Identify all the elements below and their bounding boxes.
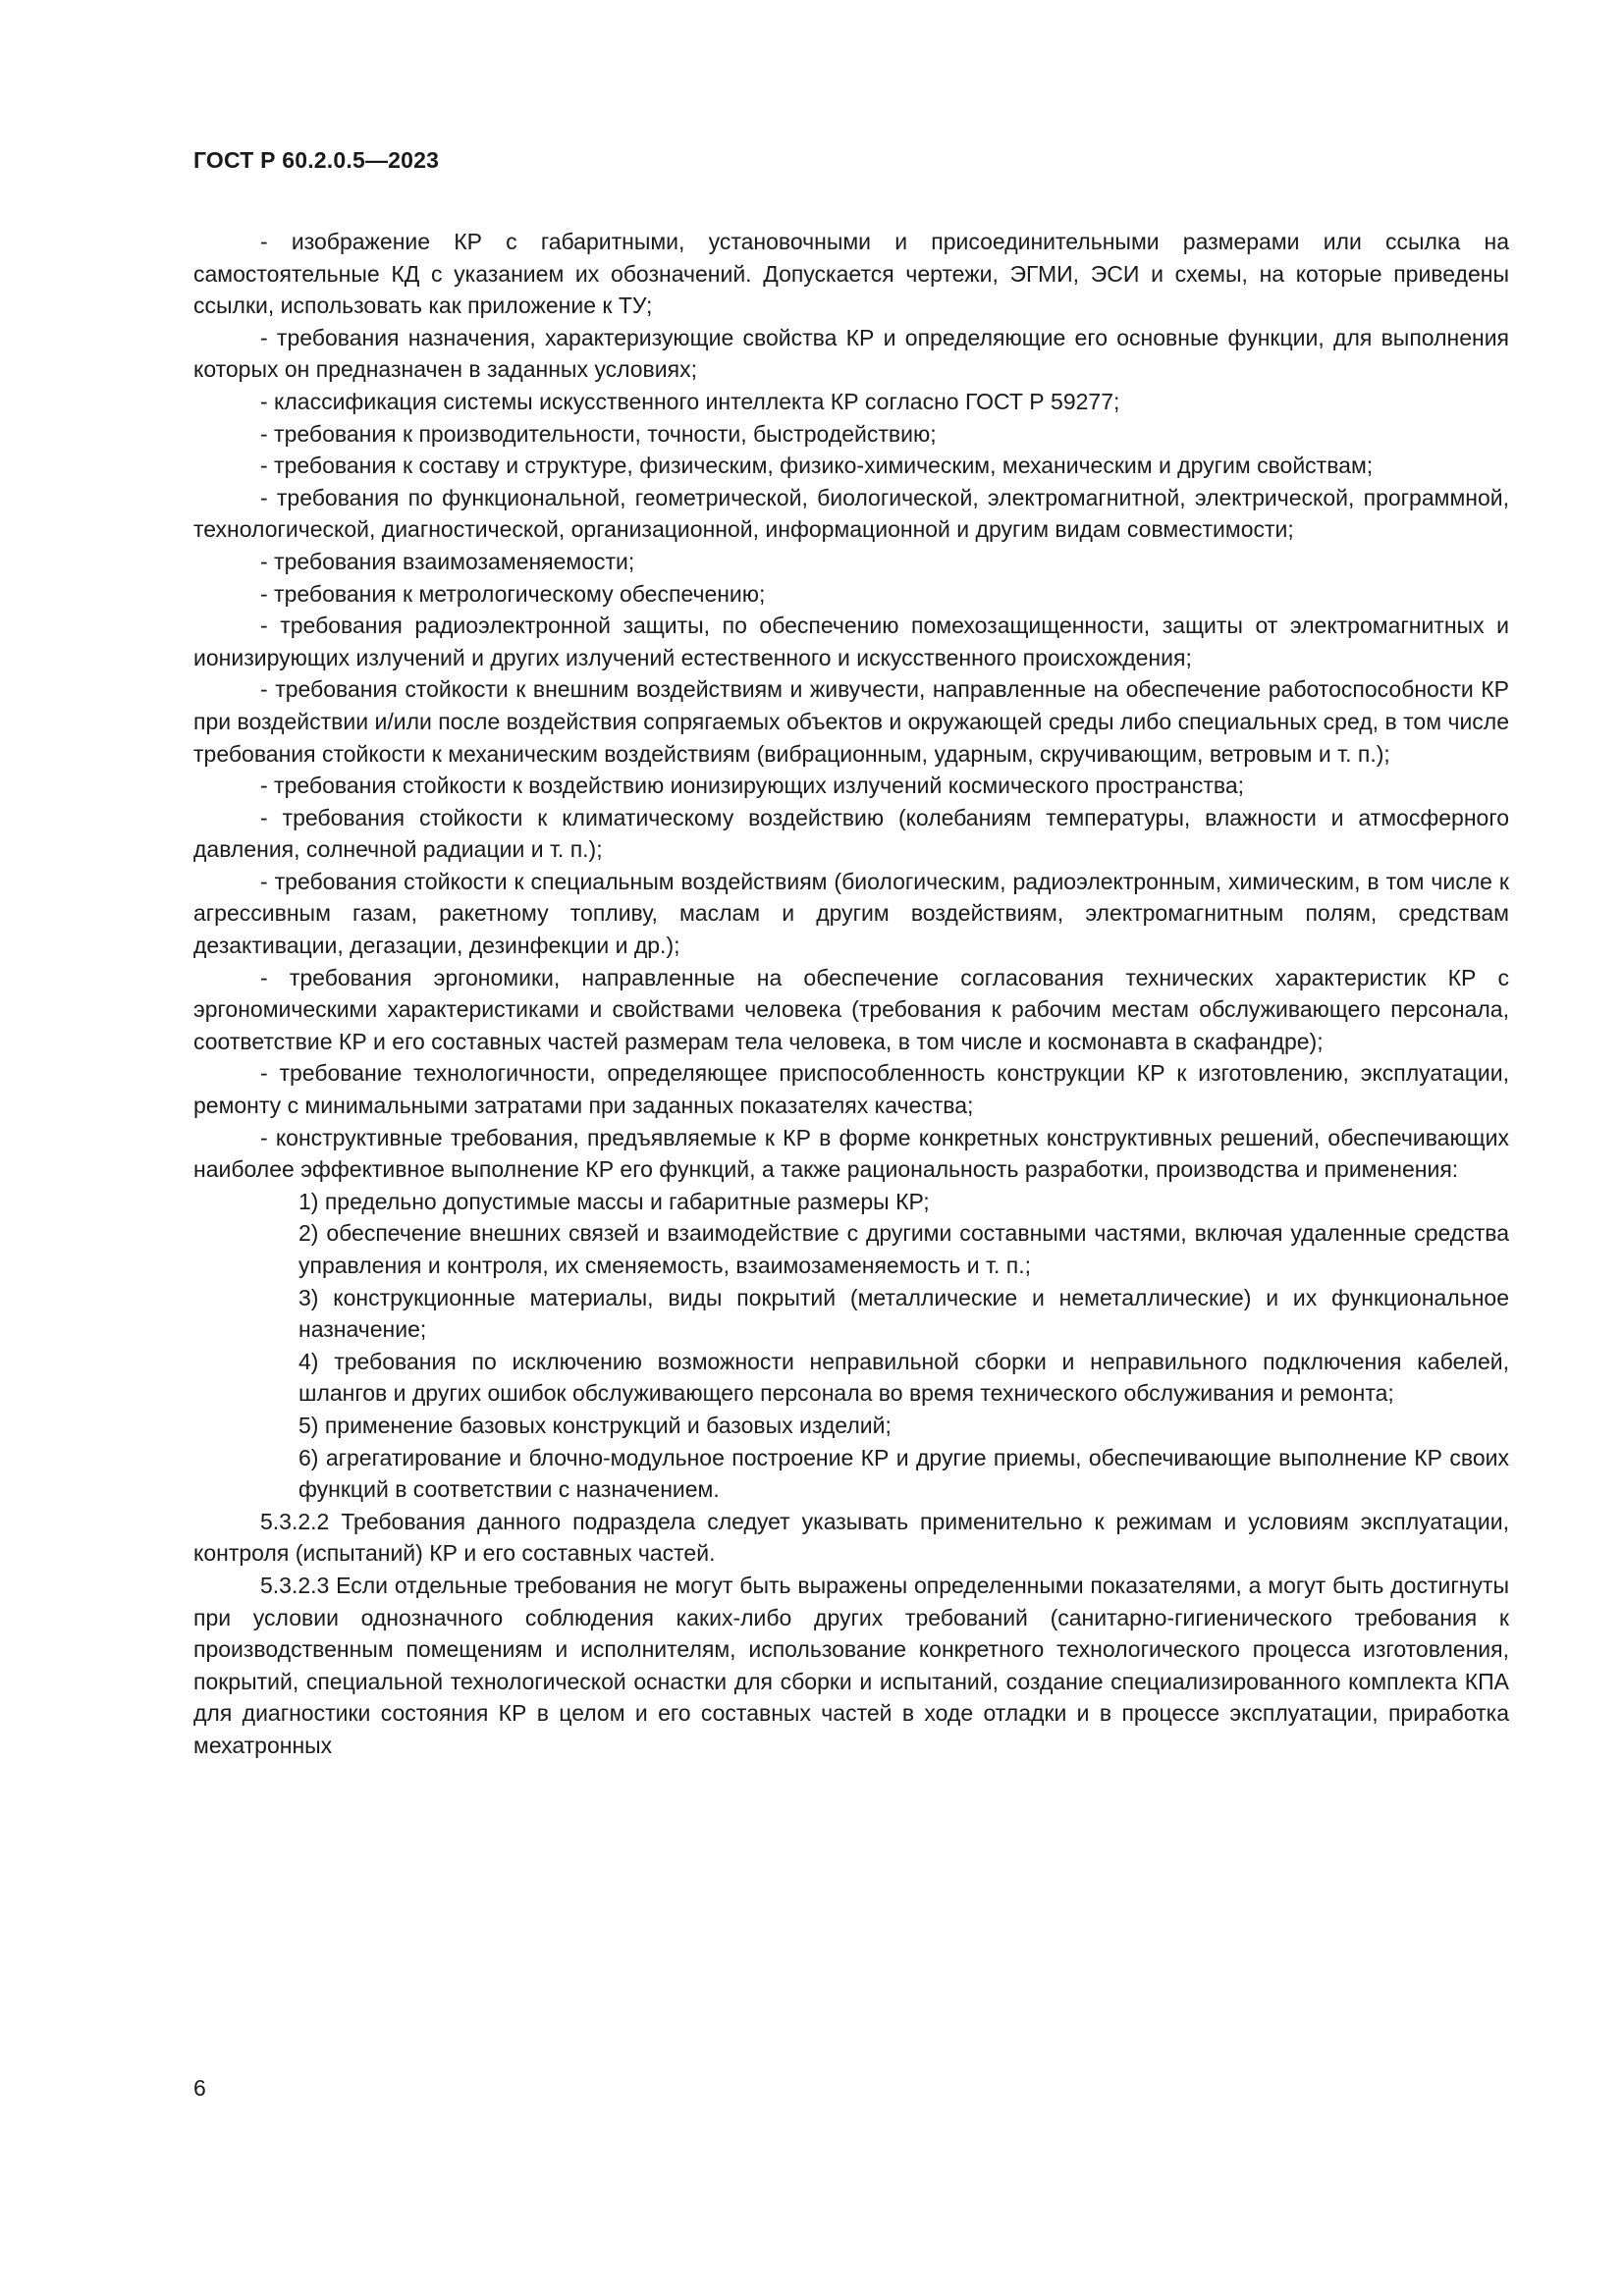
- numbered-item: 5) применение базовых конструкций и базовых изделий;: [298, 1412, 892, 1438]
- numbered-item: 1) предельно допустимые массы и габаритные размеры КР;: [298, 1188, 930, 1214]
- list-item: - классификация системы искусственного интеллекта КР согласно ГОСТ Р 59277;: [260, 388, 1120, 414]
- list-item: - требование технологичности, определяющее приспособленность конструкции КР к изготовлению, эксплуатации, ремонту с минимальными затратами при заданных показателях качества;: [193, 1060, 1509, 1119]
- list-item: - требования назначения, характеризующие свойства КР и определяющие его основные функции, для выполнения которых он предназначен в заданных условиях;: [193, 324, 1509, 383]
- list-item: - требования к метрологическому обеспечению;: [260, 580, 766, 607]
- list-item: - требования эргономики, направленные на обеспечение согласования технических характеристик КР с эргономическими характеристиками и свойствами человека (требования к рабочим местам обслуживающего персонала, соответствие КР и его составных частей размерам тела человека, в том числе и космонавта в скафандре);: [193, 964, 1509, 1054]
- list-item: - требования стойкости к воздействию ионизирующих излучений космического пространства;: [260, 773, 1245, 799]
- page-number: 6: [193, 2075, 206, 2101]
- numbered-item: 3) конструкционные материалы, виды покрытий (металлические и неметаллические) и их функциональное назначение;: [298, 1284, 1509, 1343]
- list-item: - требования взаимозаменяемости;: [260, 548, 635, 574]
- list-item: - требования к составу и структуре, физическим, физико-химическим, механическим и другим свойствам;: [260, 453, 1374, 479]
- document-body: [193, 226, 1509, 1762]
- list-item: - изображение КР с габаритными, установочными и присоединительными размерами или ссылка на самостоятельные КД с указанием их обозначений. Допускается чертежи, ЭГМИ, ЭСИ и схемы, на которые приведены ссылки, использовать как приложение к ТУ;: [193, 229, 1509, 319]
- list-item: - требования к производительности, точности, быстродействию;: [260, 420, 937, 447]
- list-item: - требования по функциональной, геометрической, биологической, электромагнитной, электрической, программной, технологической, диагностической, организационной, информационной и другим видам совместимости;: [193, 484, 1509, 543]
- numbered-item: 6) агрегатирование и блочно-модульное построение КР и другие приемы, обеспечивающие выполнение КР своих функций в соответствии с назначением.: [298, 1444, 1509, 1503]
- list-item: - требования стойкости к климатическому воздействию (колебаниям температуры, влажности и атмосферного давления, солнечной радиации и т. п.);: [193, 804, 1509, 863]
- paragraph-5-3-2-2: 5.3.2.2 Требования данного подраздела следует указывать применительно к режимам и условиям эксплуатации, контроля (испытаний) КР и его составных частей.: [193, 1508, 1509, 1567]
- numbered-item: 4) требования по исключению возможности неправильной сборки и неправильного подключения кабелей, шлангов и других ошибок обслуживающего персонала во время технического обслуживания и ремонта;: [298, 1348, 1509, 1407]
- list-item: - требования радиоэлектронной защиты, по обеспечению помехозащищенности, защиты от электромагнитных и ионизирующих излучений и других излучений естественного и искусственного происхождения;: [193, 613, 1509, 670]
- paragraph-5-3-2-3: 5.3.2.3 Если отдельные требования не могут быть выражены определенными показателями, а могут быть достигнуты при условии однозначного соблюдения каких-либо других требований (санитарно-гигиенического требования к производственным помещениям и исполнителям, использование конкретного технологического процесса изготовления, покрытий, специальной технологической оснастки для сборки и испытаний, создание специализированного комплекта КПА для диагностики состояния КР в целом и его составных частей в ходе отладки и в процессе эксплуатации, приработка мехатронных: [193, 1572, 1509, 1758]
- list-item: - конструктивные требования, предъявляемые к КР в форме конкретных конструктивных решений, обеспечивающих наиболее эффективное выполнение КР его функций, а также рациональность разработки, производства и применения:: [193, 1124, 1509, 1183]
- list-item: - требования стойкости к специальным воздействиям (биологическим, радиоэлектронным, химическим, в том числе к агрессивным газам, ракетному топливу, маслам и другим воздействиям, электромагнитным полям, средствам дезактивации, дегазации, дезинфекции и др.);: [193, 868, 1509, 959]
- page-header: ГОСТ Р 60.2.0.5—2023: [193, 147, 440, 173]
- list-item: - требования стойкости к внешним воздействиям и живучести, направленные на обеспечение работоспособности КР при воздействии и/или после воздействия сопрягаемых объектов и окружающей среды либо специальных сред, в том числе требования стойкости к механическим воздействиям (вибрационным, ударным, скручивающим, ветровым и т. п.);: [193, 676, 1509, 767]
- numbered-item: 2) обеспечение внешних связей и взаимодействие с другими составными частями, включая удаленные средства управления и контроля, их сменяемость, взаимозаменяемость и т. п.;: [298, 1220, 1509, 1278]
